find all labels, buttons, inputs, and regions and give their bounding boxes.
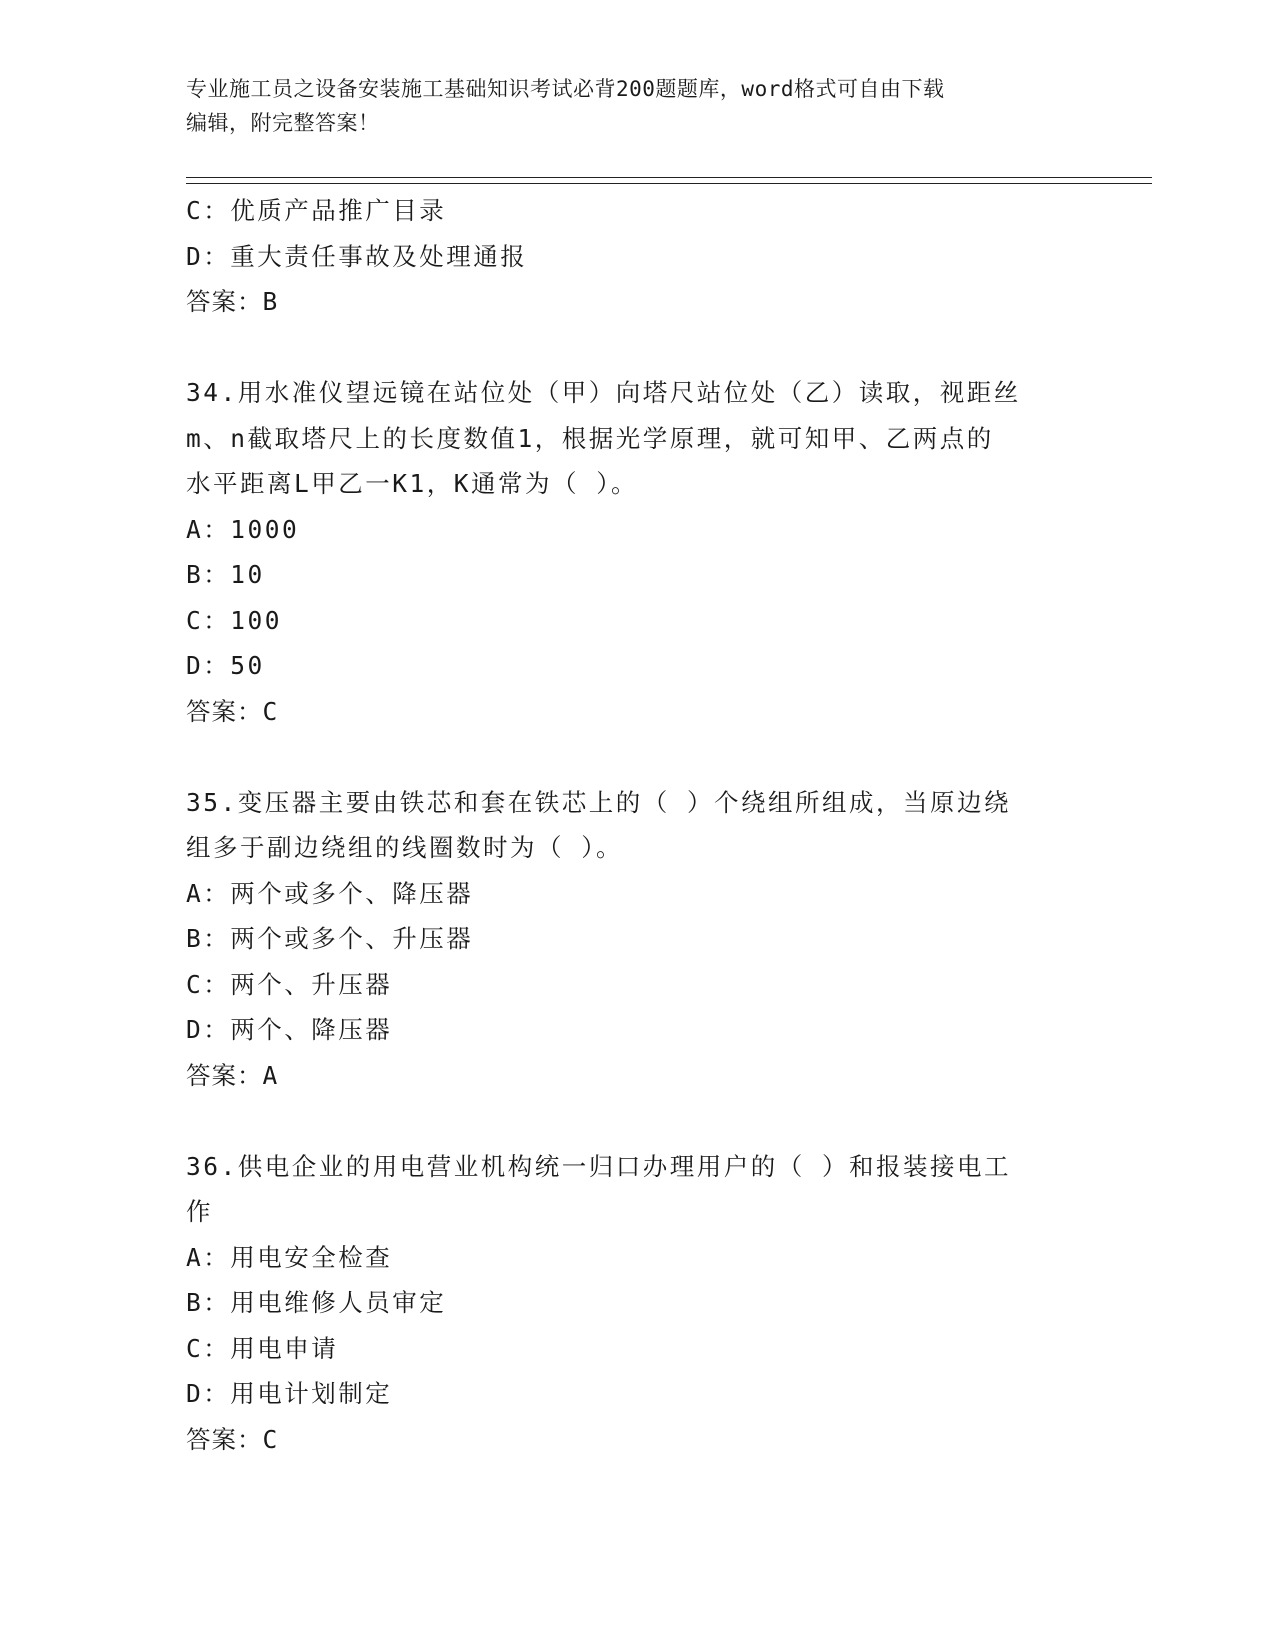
option-c: C：优质产品推广目录 <box>186 196 447 225</box>
question-text: m、n截取塔尺上的长度数值1，根据光学原理，就可知甲、乙两点的 <box>186 423 994 453</box>
option-c: C：100 <box>186 605 283 635</box>
question-33-continuation <box>186 188 1086 325</box>
header-title-line-1: 专业施工员之设备安装施工基础知识考试必背200题题库，word格式可自由下载 <box>186 77 945 101</box>
option-b: B：10 <box>186 560 265 589</box>
header-divider-bottom <box>186 183 1152 184</box>
option-c: C：两个、升压器 <box>186 969 393 999</box>
option-a: A：两个或多个、降压器 <box>186 878 474 908</box>
document-body <box>186 188 1086 1462</box>
option-d: D：用电计划制定 <box>186 1379 393 1408</box>
option-c: C：用电申请 <box>186 1333 339 1363</box>
question-text: 34.用水准仪望远镜在站位处（甲）向塔尺站位处（乙）读取，视距丝 <box>186 378 1021 407</box>
header-divider-top <box>186 177 1152 178</box>
question-36 <box>186 1144 1086 1463</box>
option-d: D：50 <box>186 651 265 680</box>
question-35 <box>186 780 1086 1099</box>
question-text: 作 <box>186 1197 213 1226</box>
option-d: D：两个、降压器 <box>186 1015 393 1044</box>
question-text: 组多于副边绕组的线圈数时为（ ）。 <box>186 833 623 862</box>
answer: 答案：C <box>186 696 279 726</box>
option-a: A：1000 <box>186 514 300 544</box>
option-b: B：用电维修人员审定 <box>186 1288 447 1317</box>
answer: 答案：B <box>186 287 279 316</box>
header-title-line-2: 编辑，附完整答案！ <box>186 111 380 135</box>
answer: 答案：A <box>186 1060 279 1090</box>
question-text: 水平距离L甲乙一K1，K通常为（ ）。 <box>186 469 638 498</box>
question-text: 35.变压器主要由铁芯和套在铁芯上的（ ）个绕组所组成，当原边绕 <box>186 787 1011 817</box>
question-34 <box>186 370 1086 734</box>
option-a: A：用电安全检查 <box>186 1242 393 1272</box>
question-text: 36.供电企业的用电营业机构统一归口办理用户的（ ）和报装接电工 <box>186 1151 1011 1181</box>
answer: 答案：C <box>186 1424 279 1454</box>
option-b: B：两个或多个、升压器 <box>186 924 474 953</box>
option-d: D：重大责任事故及处理通报 <box>186 241 528 271</box>
document-header <box>186 72 1066 140</box>
